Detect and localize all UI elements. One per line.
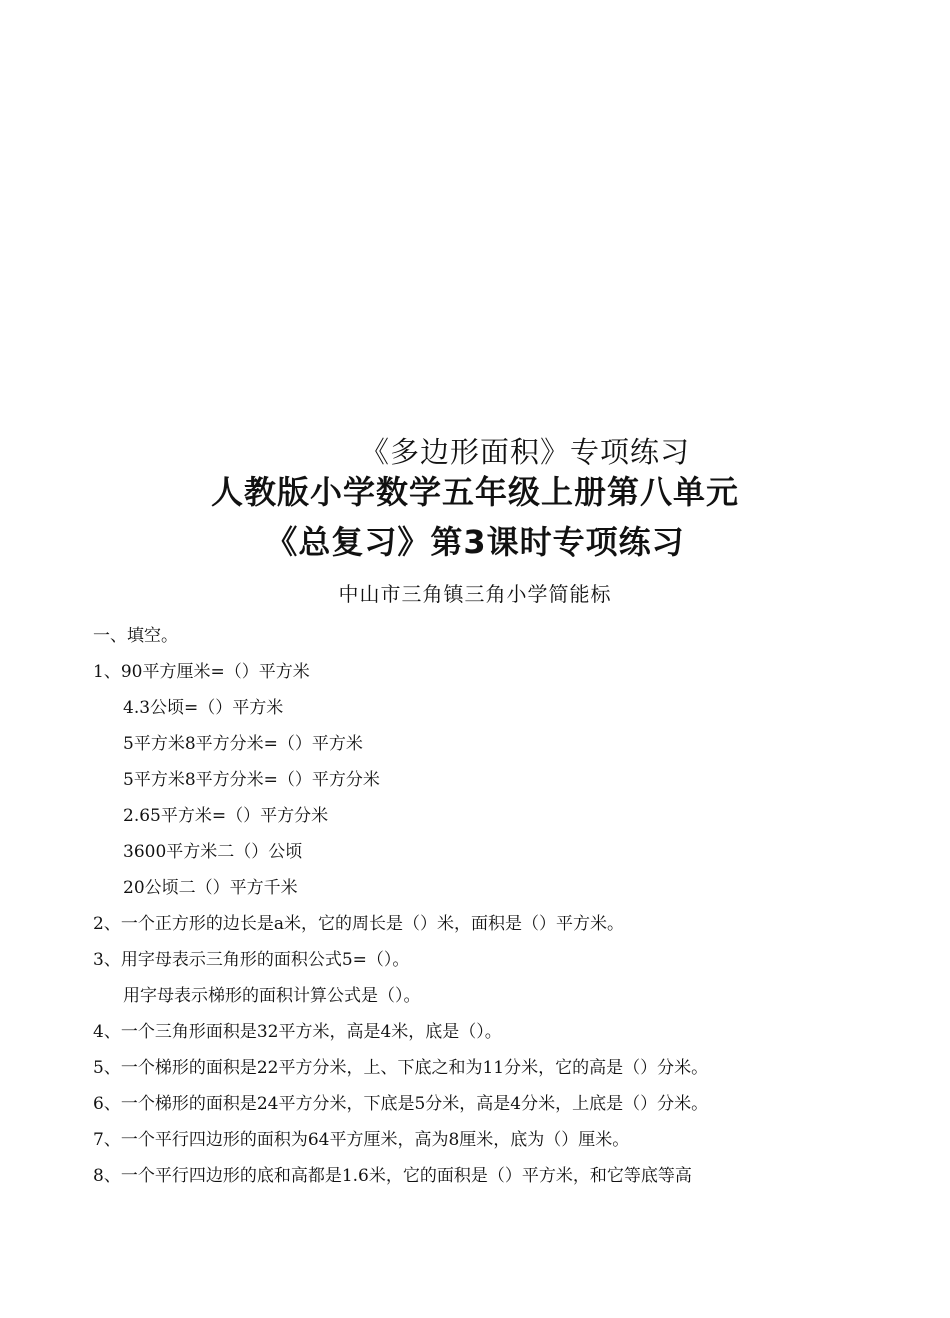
document-author: 中山市三角镇三角小学简能标: [338, 582, 612, 606]
exercise-line: 6、一个梯形的面积是24平方分米，下底是5分米，高是4分米，上底是（）分米。: [93, 1094, 709, 1114]
document-title-line-2: 《总复习》第3课时专项练习: [265, 523, 685, 561]
exercise-line: 4.3公顷=（）平方米: [123, 698, 284, 718]
exercise-line: 2、一个正方形的边长是a米，它的周长是（）米，面积是（）平方米。: [93, 914, 624, 934]
document-title-line-1: 人教版小学数学五年级上册第八单元: [210, 473, 739, 511]
exercise-line: 5平方米8平方分米=（）平方米: [123, 734, 363, 754]
exercise-line: 1、90平方厘米=（）平方米: [93, 662, 310, 682]
exercise-line: 8、一个平行四边形的底和高都是1.6米，它的面积是（）平方米，和它等底等高: [93, 1166, 692, 1186]
exercise-line: 5、一个梯形的面积是22平方分米，上、下底之和为11分米，它的高是（）分米。: [93, 1058, 709, 1078]
exercise-line: 2.65平方米=（）平方分米: [123, 806, 329, 826]
exercise-line: 5平方米8平方分米=（）平方分米: [123, 770, 380, 790]
document-subtitle: 《多边形面积》专项练习: [359, 435, 690, 469]
exercise-line: 3、用字母表示三角形的面积公式5=（）。: [93, 950, 410, 970]
exercise-line: 7、一个平行四边形的面积为64平方厘米，高为8厘米，底为（）厘米。: [93, 1130, 630, 1150]
exercise-line: 3600平方米二（）公顷: [123, 842, 303, 862]
exercise-content: [93, 618, 913, 1194]
exercise-line: 一、填空。: [93, 626, 178, 646]
exercise-line: 用字母表示梯形的面积计算公式是（）。: [123, 986, 421, 1006]
exercise-line: 4、一个三角形面积是32平方米，高是4米，底是（）。: [93, 1022, 502, 1042]
exercise-line: 20公顷二（）平方千米: [123, 878, 298, 898]
